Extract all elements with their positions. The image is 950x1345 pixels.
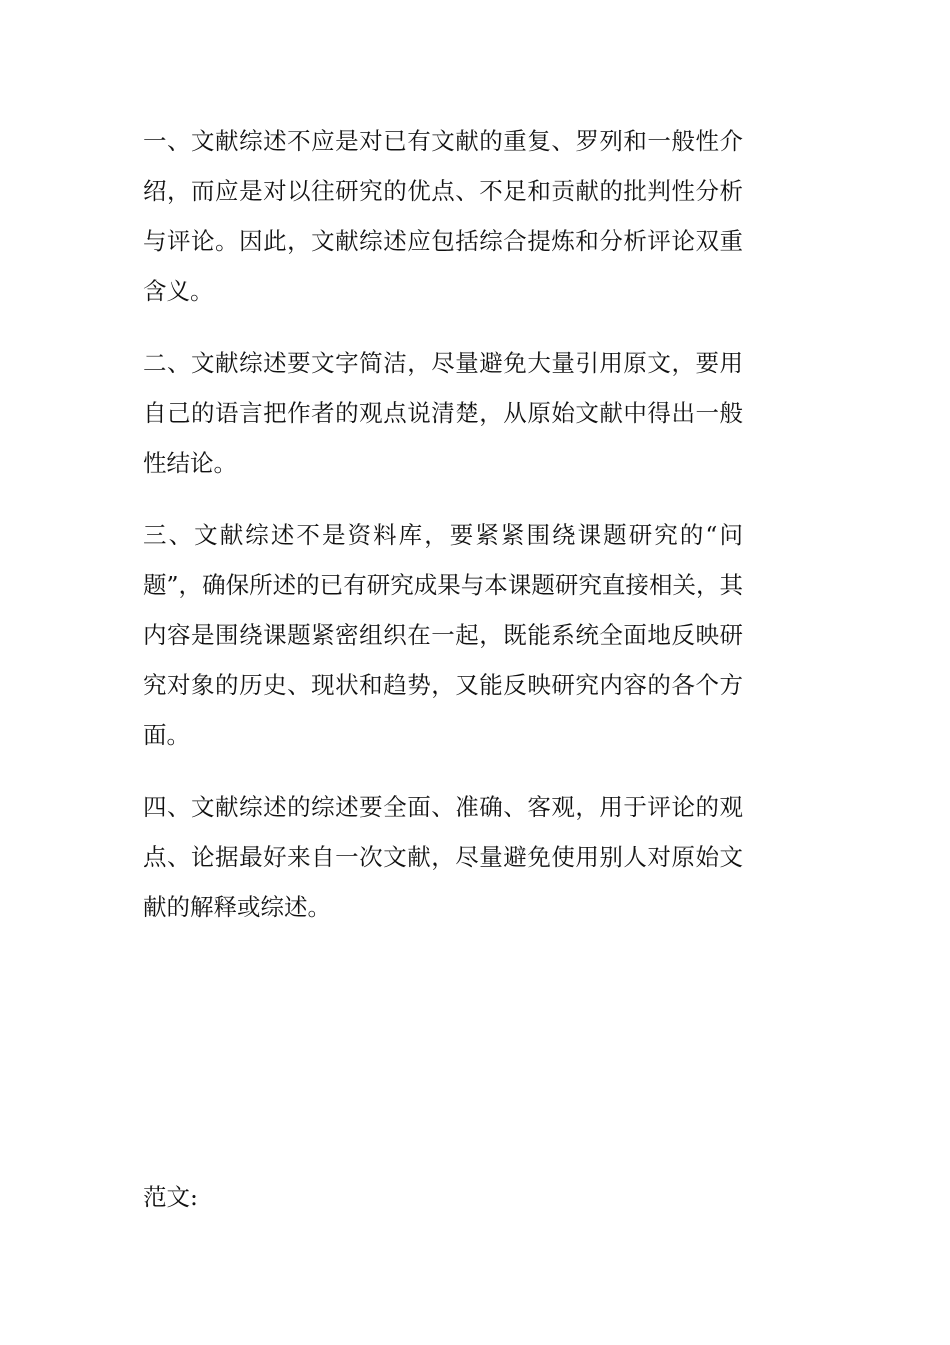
paragraph-4: 四、文献综述的综述要全面、准确、客观，用于评论的观点、论据最好来自一次文献，尽量避免使用别人对原始文献的解释或综述。 xyxy=(143,793,743,921)
paragraph-2: 二、文献综述要文字简洁，尽量避免大量引用原文，要用自己的语言把作者的观点说清楚，从原始文献中得出一般性结论。 xyxy=(143,349,743,477)
document-body xyxy=(143,116,743,954)
sample-essay-label: 范文: xyxy=(143,1183,198,1211)
paragraph-1: 一、文献综述不应是对已有文献的重复、罗列和一般性介绍，而应是对以往研究的优点、不足和贡献的批判性分析与评论。因此，文献综述应包括综合提炼和分析评论双重含义。 xyxy=(143,127,743,305)
paragraph-3: 三、文献综述不是资料库，要紧紧围绕课题研究的“问题”，确保所述的已有研究成果与本课题研究直接相关，其内容是围绕课题紧密组织在一起，既能系统全面地反映研究对象的历史、现状和趋势，又能反映研究内容的各个方面。 xyxy=(143,521,743,749)
